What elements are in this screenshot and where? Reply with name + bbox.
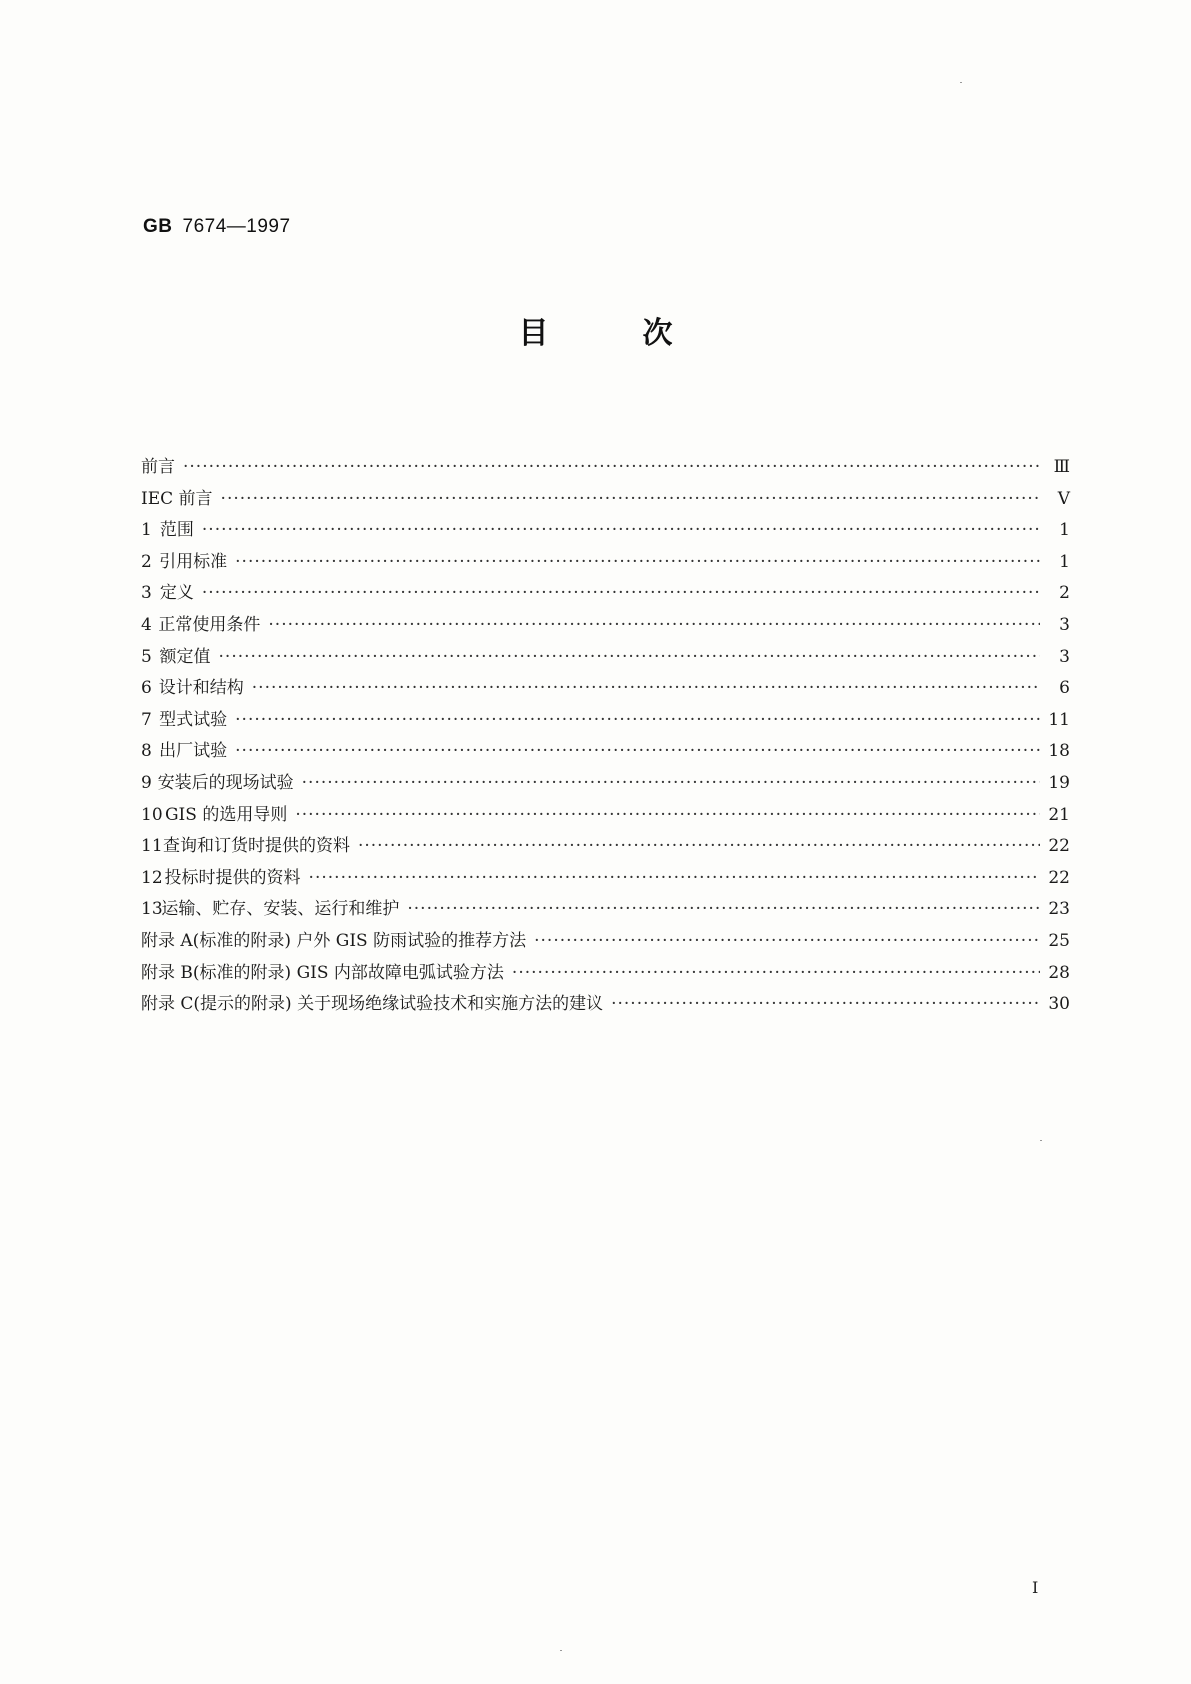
- toc-entry-label: 范围: [159, 520, 194, 541]
- toc-entry-10[interactable]: [141, 800, 1070, 832]
- dot-leader: [309, 863, 1040, 895]
- toc-entry-label: 附录 A(标准的附录) 户外 GIS 防雨试验的推荐方法: [141, 930, 527, 951]
- toc-entry-label: 出厂试验: [159, 741, 228, 762]
- toc-entry-label: 附录 B(标准的附录) GIS 内部故障电弧试验方法: [141, 962, 504, 983]
- dot-leader: [221, 484, 1040, 516]
- dot-leader: [202, 578, 1040, 610]
- page-title: 目次: [518, 316, 767, 351]
- toc-entry-number: 10: [141, 804, 163, 825]
- toc-entry-label: 型式试验: [159, 709, 228, 730]
- toc-entry-label: 额定值: [159, 646, 211, 667]
- toc-entry-2[interactable]: [141, 547, 1070, 579]
- standard-prefix: GB: [143, 216, 173, 237]
- toc-entry-label: 投标时提供的资料: [164, 867, 301, 888]
- standard-code: [143, 216, 291, 238]
- toc-entry-number: 12: [141, 867, 163, 888]
- toc-entry-number: 9: [141, 772, 152, 793]
- toc-entry-page: 1: [1059, 520, 1070, 541]
- toc-entry-page: 30: [1048, 994, 1070, 1015]
- dot-leader: [235, 547, 1040, 579]
- dot-leader: [252, 673, 1040, 705]
- toc-entry-label: GIS 的选用导则: [164, 804, 288, 825]
- toc-entry-label: 前言: [141, 457, 175, 477]
- dot-leader: [202, 515, 1040, 547]
- dot-leader: [235, 736, 1040, 768]
- page-folio: I: [1032, 1578, 1039, 1597]
- dot-leader: [183, 452, 1040, 484]
- dot-leader: [302, 768, 1040, 800]
- toc-entry-9[interactable]: [141, 768, 1070, 800]
- toc-entry-6[interactable]: [141, 673, 1070, 705]
- toc-entry-8[interactable]: [141, 736, 1070, 768]
- toc-entry-iec-preface[interactable]: [141, 484, 1070, 516]
- toc-entry-page: 1: [1059, 551, 1070, 572]
- toc-entry-number: 7: [141, 709, 152, 730]
- standard-number: 7674—1997: [182, 216, 291, 237]
- dot-leader: [358, 831, 1040, 863]
- toc-entry-appendix-b[interactable]: [141, 958, 1070, 990]
- toc-entry-page: Ⅴ: [1057, 488, 1070, 509]
- toc-entry-page: 22: [1048, 836, 1070, 857]
- toc-entry-appendix-a[interactable]: [141, 926, 1070, 958]
- scan-speck: [1040, 1140, 1042, 1141]
- toc-entry-page: 23: [1048, 899, 1070, 920]
- scan-speck: [960, 82, 962, 83]
- toc-entry-11[interactable]: [141, 831, 1070, 863]
- toc-entry-1[interactable]: [141, 515, 1070, 547]
- toc-entry-page: 3: [1059, 646, 1070, 667]
- toc-entry-label: 设计和结构: [158, 678, 244, 699]
- toc-entry-number: 4: [141, 614, 152, 635]
- toc-entry-preface[interactable]: [141, 452, 1070, 484]
- toc-entry-page: 21: [1048, 804, 1070, 825]
- dot-leader: [611, 989, 1040, 1021]
- toc-entry-page: 3: [1059, 614, 1070, 635]
- dot-leader: [268, 610, 1040, 642]
- toc-entry-number: 13: [141, 899, 163, 920]
- toc-entry-label: 定义: [159, 583, 194, 604]
- toc-entry-page: Ⅲ: [1053, 457, 1070, 477]
- toc-entry-number: 5: [141, 646, 152, 667]
- toc-entry-label: 查询和订货时提供的资料: [162, 836, 350, 857]
- toc-entry-number: 3: [141, 583, 152, 604]
- toc-entry-13[interactable]: [141, 894, 1070, 926]
- table-of-contents: [141, 452, 1070, 1021]
- dot-leader: [534, 926, 1040, 958]
- toc-entry-label: 运输、贮存、安装、运行和维护: [161, 899, 400, 920]
- toc-entry-page: 25: [1048, 930, 1070, 951]
- toc-entry-7[interactable]: [141, 705, 1070, 737]
- dot-leader: [295, 800, 1040, 832]
- toc-entry-label: 引用标准: [159, 551, 228, 572]
- toc-entry-number: 6: [141, 678, 152, 699]
- dot-leader: [219, 642, 1040, 674]
- scan-speck: [560, 1650, 562, 1651]
- toc-entry-number: 8: [141, 741, 152, 762]
- toc-entry-page: 19: [1048, 772, 1070, 793]
- toc-entry-page: 22: [1048, 867, 1070, 888]
- toc-entry-label: 附录 C(提示的附录) 关于现场绝缘试验技术和实施方法的建议: [141, 994, 604, 1015]
- toc-entry-appendix-c[interactable]: [141, 989, 1070, 1021]
- toc-entry-label: IEC 前言: [141, 488, 213, 509]
- toc-entry-page: 2: [1059, 583, 1070, 604]
- toc-entry-page: 18: [1048, 741, 1070, 762]
- toc-entry-5[interactable]: [141, 642, 1070, 674]
- toc-entry-page: 6: [1059, 678, 1070, 699]
- toc-entry-3[interactable]: [141, 578, 1070, 610]
- dot-leader: [512, 958, 1040, 990]
- toc-entry-label: 正常使用条件: [158, 614, 261, 635]
- dot-leader: [407, 894, 1040, 926]
- toc-entry-page: 11: [1048, 709, 1070, 730]
- toc-entry-4[interactable]: [141, 610, 1070, 642]
- dot-leader: [235, 705, 1040, 737]
- toc-entry-12[interactable]: [141, 863, 1070, 895]
- toc-entry-number: 2: [141, 551, 152, 572]
- toc-entry-number: 11: [141, 836, 163, 857]
- toc-entry-page: 28: [1048, 962, 1070, 983]
- toc-entry-number: 1: [141, 520, 152, 541]
- toc-entry-label: 安装后的现场试验: [157, 772, 294, 793]
